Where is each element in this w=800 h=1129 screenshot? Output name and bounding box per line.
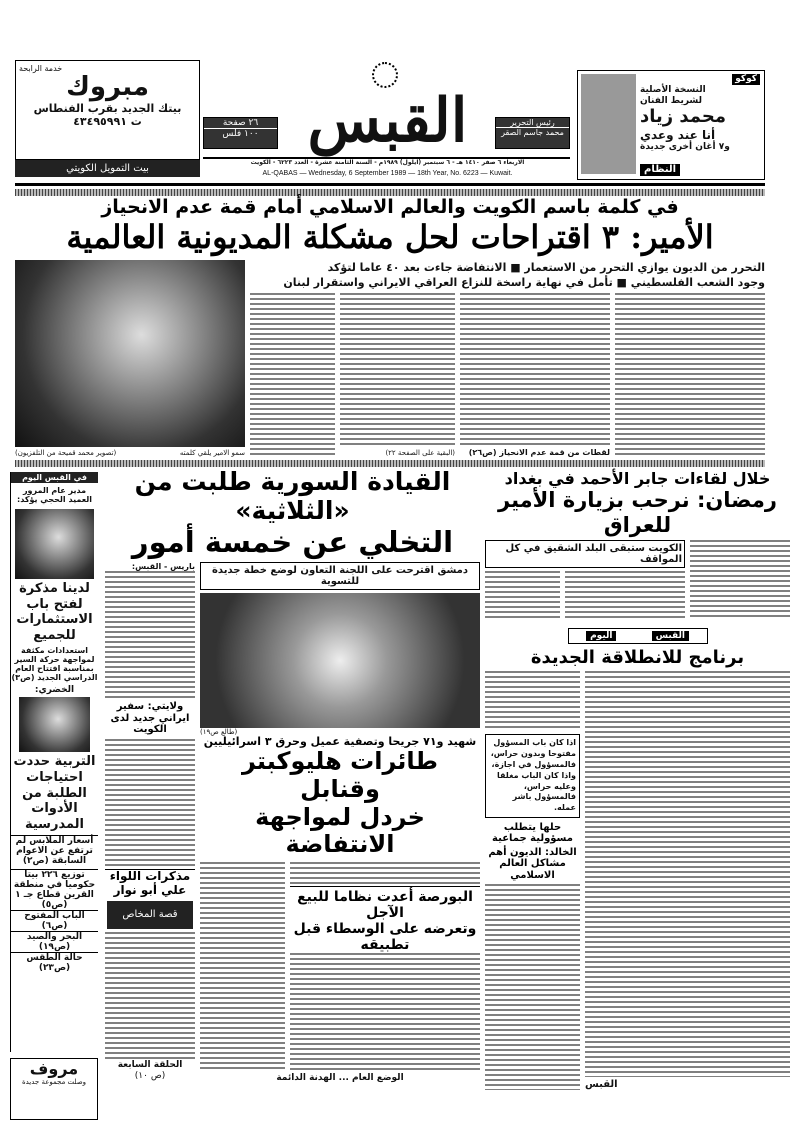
- sidebar-item: أسعار الملابس لم ترتفع عن الاعوام السابقة (ص٢): [11, 835, 98, 866]
- band: [15, 189, 765, 196]
- pages-count: ٢٦ صفحة: [204, 118, 277, 129]
- khaled-body: [485, 884, 580, 1090]
- ad-line1: النسخة الأصلية: [640, 84, 706, 95]
- snapshot-link[interactable]: لقطات من قمة عدم الانحياز (ص٢٦): [468, 448, 610, 457]
- today-body: [585, 671, 790, 1077]
- bourse-headline-2: وتعرضه على الوسطاء قبل تطبيقه: [293, 921, 477, 954]
- lead-kicker: في كلمة باسم الكويت والعالم الاسلامي أمام قمة عدم الانحياز: [101, 196, 679, 218]
- lead-sub2: وجود الشعب الفلسطيني ■ تأمل في نهاية راسخة للنزاع العراقي الايراني واستقرار لبنان: [283, 276, 765, 290]
- lead-sub1: التحرر من الديون يوازي التحرر من الاستعمار ■ الانتفاضة جاءت بعد ٤٠ عاما لتؤكد: [327, 260, 765, 274]
- ad-extra: و٧ أغان أخرى جديدة: [640, 142, 730, 153]
- khodari-photo: [19, 697, 90, 752]
- sidebar-item: الخضري:: [34, 685, 75, 696]
- iran-body: [105, 739, 195, 867]
- sidebar: [10, 472, 98, 1052]
- khaled-headline: حلها يتطلب مسؤولية جماعية: [492, 821, 573, 845]
- ad-badge: كوكو: [732, 74, 760, 85]
- ad-bank-bar: بيت التمويل الكويتي: [15, 160, 200, 177]
- iran-headline: ولايتي: سفير ايراني جديد لدى الكويت: [110, 701, 190, 736]
- ad-phone: ت ٤٣٤٩٥٩٩١: [73, 114, 142, 128]
- ad-brand: النظام: [640, 164, 680, 176]
- intifada-headline-1: طائرات هليوكبتر وقنابل: [241, 747, 439, 804]
- today-headline: برنامج للانطلاقة الجديدة: [530, 646, 745, 668]
- memoirs-title: مذكرات اللواء علي أبو نوار: [105, 869, 195, 898]
- center-region: [105, 468, 480, 1083]
- ad-line: وصلت مجموعة جديدة: [21, 1078, 87, 1086]
- logo-sun-icon: [372, 62, 398, 88]
- artist-photo: [581, 74, 636, 174]
- intifada-headline-2: خردل لمواجهة الانتفاضة: [255, 802, 425, 859]
- syria-sub: دمشق اقترحت على اللجنة التعاون لوضع خطة جديدة للتسوية: [200, 562, 480, 590]
- khaled-sub: الخالد: الديون أهم مشاكل العالم الاسلامي: [488, 846, 577, 881]
- price: ١٠٠ فلس: [222, 129, 259, 139]
- band: [15, 460, 765, 467]
- masthead-rule: [15, 183, 765, 186]
- lead-body-col: [340, 293, 455, 447]
- emir-photo: [15, 260, 245, 447]
- right-region: [485, 470, 790, 1090]
- today-signature: القبس: [585, 1079, 618, 1090]
- intifada-body: [200, 862, 285, 1071]
- ad-title: مبروك: [66, 72, 149, 102]
- cartoon-box: [485, 734, 580, 818]
- ad-right: [577, 70, 765, 180]
- sidebar-item: حالة الطقس (ص٢٣): [11, 952, 98, 973]
- editor-label: رئيس التحرير: [496, 118, 569, 128]
- sidebar-item: الباب المفتوح (ص٦): [11, 910, 98, 931]
- photo-credit: (تصوير محمد قميحة من التلفزيون): [15, 449, 117, 457]
- today-body: [485, 671, 580, 731]
- editor-box: [495, 117, 570, 149]
- date-en: AL-QABAS — Wednesday, 6 September 1989 — 18th Year, No. 6223 — Kuwait.: [262, 170, 513, 177]
- ad-line2: لشريط الفنان: [640, 95, 702, 106]
- date-ar: الاربعاء ٦ صفر ١٤١٠ هـ - ٦ سبتمبر (ايلول) ١٩٨٩م - السنة الثامنة عشرة - العدد ٦٢٢٣ - الكويت: [250, 159, 525, 166]
- sidebar-item: استعدادات مكثفة لمواجهة حركة السير بمناسبة افتتاح العام الدراسي الجديد (ص٣): [11, 646, 98, 683]
- sidebar-header: في القبس اليوم: [11, 472, 98, 483]
- lead-story: [15, 197, 765, 457]
- syria-headline-2: التخلي عن خمسة أمور: [131, 524, 454, 559]
- iraq-body: [565, 571, 685, 620]
- lead-body-col: [615, 293, 765, 457]
- bourse-body: [290, 953, 480, 1071]
- sidebar-item: التربية حددت احتياجات الطلبة من الأدوات المدرسية: [13, 754, 96, 832]
- sidebar-item: توزيع ٢٢٦ بيتا حكوميا في منطقة القرين قطاع جـ ١ (ص٥): [11, 869, 98, 910]
- cartoon-text: اذا كان باب المسؤول مفتوحا وبدون حراس، فالمسؤول في اجازة، واذا كان الباب مغلقا وعليه حراس، فالمسؤول باشر عمله.: [490, 738, 576, 813]
- today-tag: [568, 628, 708, 644]
- editor-name: محمد جاسم الصقر: [501, 128, 564, 137]
- bottom-left-ad: [10, 1058, 98, 1120]
- photo-caption: (طالع ص١٩): [200, 727, 238, 736]
- ad-left: [15, 60, 200, 160]
- syria-body: [105, 571, 195, 699]
- memoirs-page: (ص ١٠): [134, 1071, 166, 1082]
- memoirs-box: قصة المخاص: [107, 901, 193, 929]
- lead-headline: الأمير: ٣ اقتراحات لحل مشكلة المديونية العالمية: [66, 217, 714, 256]
- today-label: اليوم: [586, 631, 616, 641]
- lead-body-col: [460, 293, 610, 446]
- pages-price-box: [203, 117, 278, 149]
- lead-body-col: [250, 293, 335, 457]
- ad-service: خدمة الرابحة: [19, 64, 63, 73]
- lead-continued: (البقية على الصفحة ٢٢): [385, 449, 455, 457]
- syria-headline-1: القيادة السورية طلبت من «الثلاثية»: [134, 467, 451, 525]
- masthead-logo: القبس: [307, 86, 468, 156]
- bourse-headline-1: البورصة أعدت نظاما للبيع الآجل: [290, 886, 480, 921]
- memoirs-series: الحلقة السابعة: [117, 1059, 183, 1070]
- today-label: القبس: [652, 631, 689, 641]
- iraq-body: [690, 540, 790, 620]
- officer-photo: [15, 509, 94, 579]
- iraq-sub: الكويت ستبقى البلد الشقيق في كل المواقف: [485, 540, 685, 568]
- memoirs-body: [105, 932, 195, 1060]
- ad-line: بيتك الجديد بقرب الفنطاس: [33, 101, 182, 115]
- sidebar-item: مدير عام المرور العميد الحجي يؤكد:: [17, 486, 92, 504]
- bottom-column-title: الوضع العام ... الهدنة الدائمة: [276, 1073, 404, 1083]
- ad-song: أنا عند وعدي: [640, 127, 716, 142]
- intifada-body: [290, 862, 480, 886]
- syria-dateline: باريس - القبس:: [131, 561, 195, 571]
- sidebar-item: لدينا مذكرة لفتح باب الاستثمارات للجميع: [16, 581, 93, 643]
- intifada-photo: [200, 593, 480, 728]
- photo-caption: سمو الامير يلقي كلمته: [179, 449, 245, 457]
- ad-brand: مروف: [29, 1059, 79, 1078]
- iraq-kicker: خلال لقاءات جابر الأحمد في بغداد: [504, 469, 771, 488]
- iraq-body: [485, 571, 560, 620]
- iraq-headline: رمضان: نرحب بزيارة الأمير للعراق: [498, 488, 777, 537]
- sidebar-item: البحر والصيد (ص١٩): [11, 931, 98, 952]
- ad-artist: محمد زياد: [640, 106, 726, 128]
- intifada-kicker: شهيد و٧١ جريحا وتصفية عميل وحرق ٣ اسرائيليين: [203, 734, 477, 748]
